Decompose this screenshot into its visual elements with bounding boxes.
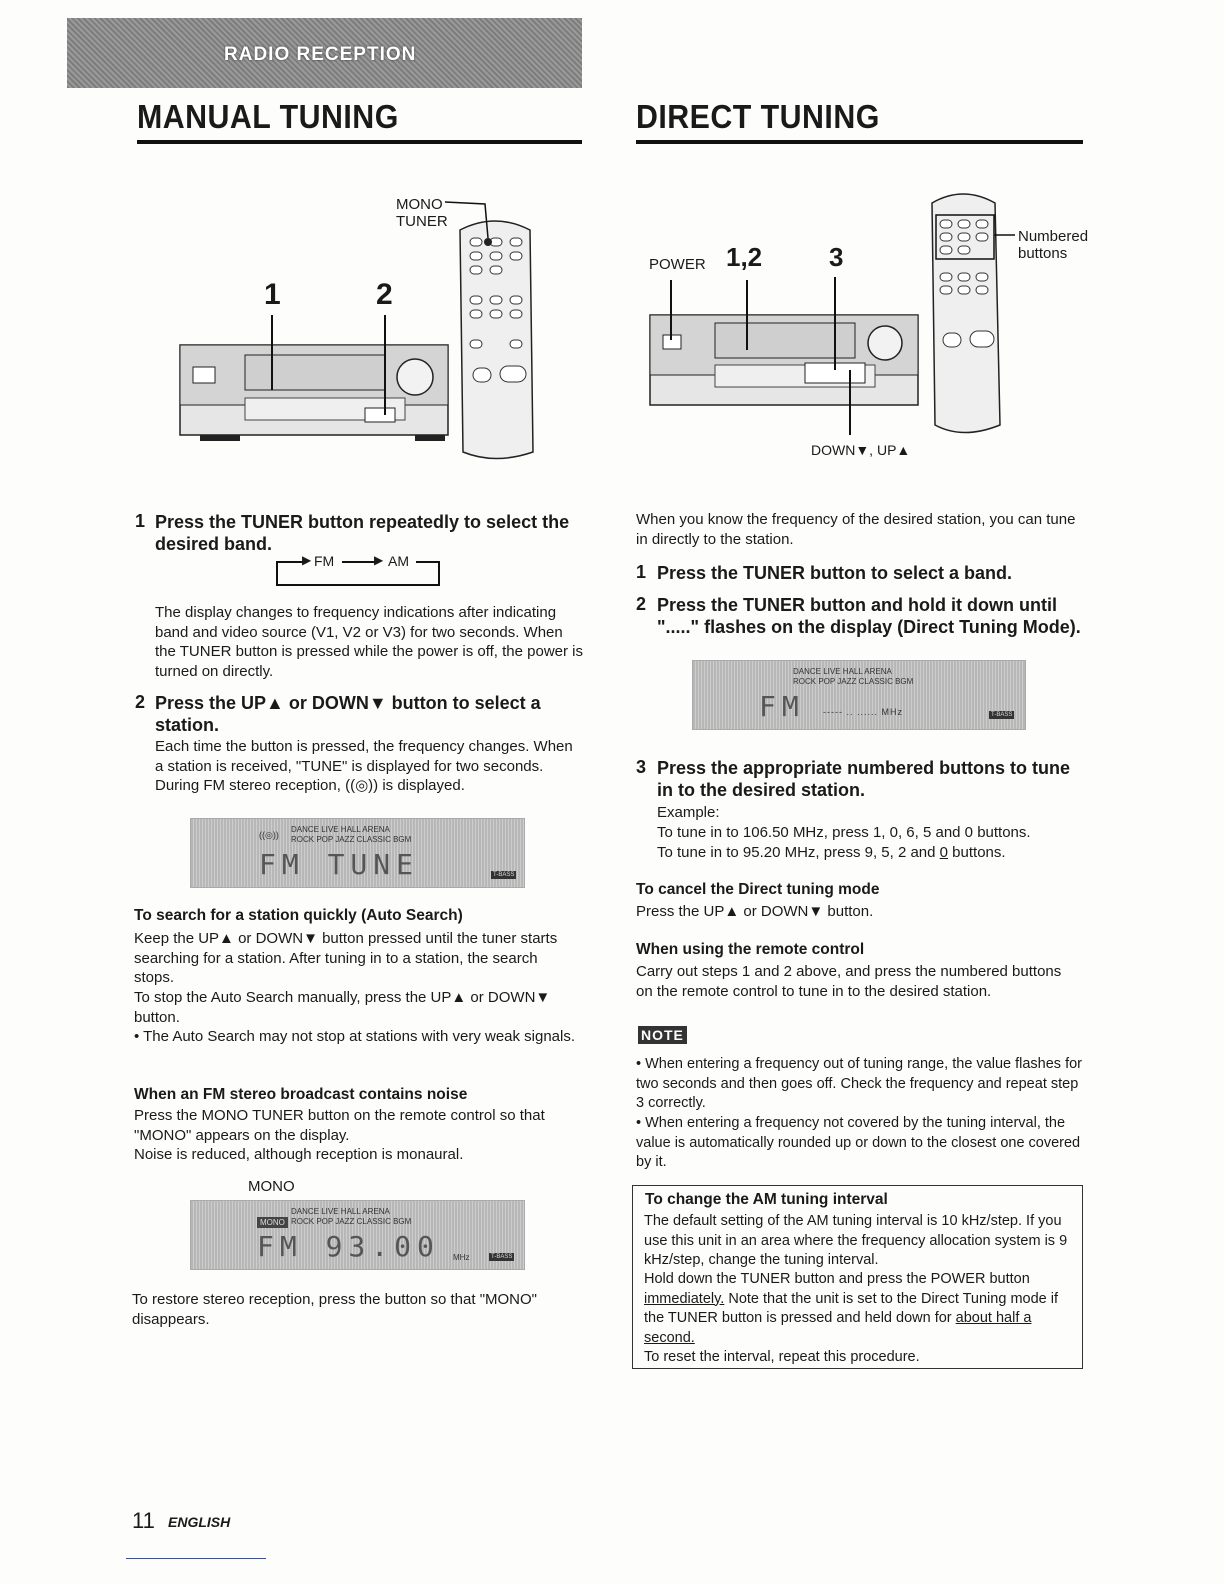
language-label: ENGLISH xyxy=(168,1514,231,1530)
lcd-frequency: FM TUNE xyxy=(259,848,420,881)
example-1: To tune in to 106.50 MHz, press 1, 0, 6, 5 and 0 buttons. xyxy=(657,824,1031,841)
am-interval-p3: To reset the interval, repeat this procedure. xyxy=(644,1349,920,1365)
auto-search-p2: To stop the Auto Search manually, press the UP▲ or DOWN▼ button. xyxy=(134,989,551,1026)
direct-tuning-title: DIRECT TUNING xyxy=(636,98,880,135)
am-interval-heading: To change the AM tuning interval xyxy=(645,1191,888,1208)
title-rule-right xyxy=(636,140,1083,144)
auto-search-heading: To search for a station quickly (Auto Search) xyxy=(134,907,463,924)
lcd3-band: FM xyxy=(759,690,805,723)
section-label: RADIO RECEPTION xyxy=(224,44,417,65)
lcd-mode-row2: ROCK POP JAZZ CLASSIC BGM xyxy=(291,835,412,844)
band-cycle-diagram xyxy=(276,552,440,588)
tbass-badge-3: T-BASS xyxy=(991,712,1013,718)
buttons-label: buttons xyxy=(1018,245,1068,262)
right-step1-title: Press the TUNER button to select a band. xyxy=(657,563,1013,583)
lcd2-mode-row1: DANCE LIVE HALL ARENA xyxy=(291,1207,390,1216)
tbass-badge: T-BASS xyxy=(493,872,515,878)
lcd2-unit: MHz xyxy=(453,1253,470,1262)
band-fm: FM xyxy=(314,553,335,569)
stereo-indicator: ((◎)) xyxy=(259,830,279,840)
tbass-badge-2: T-BASS xyxy=(491,1254,513,1260)
right-step3-num: 3 xyxy=(636,757,647,777)
title-rule-left xyxy=(137,140,582,144)
example-label: Example: xyxy=(657,804,720,821)
example-2: To tune in to 95.20 MHz, press 9, 5, 2 and 0 buttons. xyxy=(657,844,1006,861)
receiver-remote-illustration-right xyxy=(645,185,1015,475)
lcd-mode-row1: DANCE LIVE HALL ARENA xyxy=(291,825,390,834)
right-step1-num: 1 xyxy=(636,562,647,582)
restore-text: To restore stereo reception, press the button so that "MONO" disappears. xyxy=(132,1291,538,1328)
tuner-label: TUNER xyxy=(396,213,448,230)
remote-heading: When using the remote control xyxy=(636,941,865,958)
receiver-remote-illustration xyxy=(175,190,545,465)
auto-search-bullet: • The Auto Search may not stop at stations with very weak signals. xyxy=(134,1028,576,1045)
direct-tuning-figure xyxy=(645,185,1015,475)
remote-text: Carry out steps 1 and 2 above, and press the numbered buttons on the remote control to tune in to the desired station. xyxy=(636,963,1062,1000)
lcd3-dots: ----- .. ...... MHz xyxy=(823,707,903,717)
callout-1: 1 xyxy=(264,278,281,311)
mono-display-label: MONO xyxy=(248,1178,295,1195)
display-tune xyxy=(190,818,525,888)
right-step2-title: Press the TUNER button and hold it down until "....." flashes on the display (Direct Tuning Mode). xyxy=(657,595,1081,637)
left-step2-num: 2 xyxy=(135,692,146,712)
numbered-label: Numbered xyxy=(1018,228,1089,245)
callout-3: 3 xyxy=(829,242,844,272)
noise-p2: Noise is reduced, although reception is monaural. xyxy=(134,1146,464,1163)
band-arrow-icon: ▶ xyxy=(302,553,312,567)
left-step1-num: 1 xyxy=(135,511,146,531)
power-label: POWER xyxy=(649,256,706,273)
callout-2: 2 xyxy=(376,278,393,311)
left-step2-title: Press the UP▲ or DOWN▼ button to select a station. xyxy=(155,693,541,735)
noise-p1: Press the MONO TUNER button on the remote control so that "MONO" appears on the display. xyxy=(134,1107,545,1144)
manual-tuning-figure xyxy=(175,190,545,465)
display-direct xyxy=(692,660,1026,730)
mono-indicator: MONO xyxy=(257,1217,288,1228)
right-step3-title: Press the appropriate numbered buttons to tune in to the desired station. xyxy=(657,758,1071,800)
callout-1-2: 1,2 xyxy=(726,242,763,272)
noise-heading: When an FM stereo broadcast contains noise xyxy=(134,1086,468,1103)
left-step2-text: Each time the button is pressed, the frequency changes. When a station is received, "TUNE" is displayed for two seconds. During FM stereo reception, ((◎)) is displayed. xyxy=(155,738,573,794)
auto-search-p1: Keep the UP▲ or DOWN▼ button pressed until the tuner starts searching for a station. After tuning in to a station, the search stops. xyxy=(134,930,558,986)
note-badge: NOTE xyxy=(638,1026,687,1044)
lcd3-mode-row1: DANCE LIVE HALL ARENA xyxy=(793,667,892,676)
left-step1-text: The display changes to frequency indications after indicating band and video source (V1, V2 or V3) for two seconds. When the TUNER button is pressed while the power is off, the power is turned on directly. xyxy=(155,604,583,680)
note-bullet-2: • When entering a frequency not covered by the tuning interval, the value is automatically rounded up or down to the closest one covered by it. xyxy=(636,1115,1081,1170)
am-interval-p1: The default setting of the AM tuning interval is 10 kHz/step. If you use this unit in an area where the frequency allocation system is 9 kHz/step, change the tuning interval. xyxy=(644,1213,1068,1268)
left-step1-title: Press the TUNER button repeatedly to select the desired band. xyxy=(155,512,570,554)
band-am: AM xyxy=(388,553,409,569)
lcd3-mode-row2: ROCK POP JAZZ CLASSIC BGM xyxy=(793,677,914,686)
footer-rule xyxy=(126,1558,266,1559)
direct-intro: When you know the frequency of the desired station, you can tune in directly to the station. xyxy=(636,511,1076,548)
cancel-heading: To cancel the Direct tuning mode xyxy=(636,881,880,898)
mono-label: MONO xyxy=(396,196,443,213)
lcd2-mode-row2: ROCK POP JAZZ CLASSIC BGM xyxy=(291,1217,412,1226)
note-bullet-1: • When entering a frequency out of tuning range, the value flashes for two seconds and then goes off. Check the frequency and repeat step 3 correctly. xyxy=(636,1056,1082,1111)
lcd2-frequency: FM 93.00 xyxy=(257,1230,440,1263)
manual-tuning-title: MANUAL TUNING xyxy=(137,98,399,135)
cancel-text: Press the UP▲ or DOWN▼ button. xyxy=(636,903,874,920)
band-arrow-icon-2: ▶ xyxy=(374,553,384,567)
down-up-label: DOWN▼, UP▲ xyxy=(811,442,911,458)
page-number: 11 xyxy=(132,1508,155,1533)
am-interval-p2: Hold down the TUNER button and press the POWER button immediately. Note that the unit is set to the Direct Tuning mode if the TUNER button is pressed and held down for about half a second. xyxy=(644,1271,1058,1346)
display-mono xyxy=(190,1200,525,1270)
right-step2-num: 2 xyxy=(636,594,647,614)
